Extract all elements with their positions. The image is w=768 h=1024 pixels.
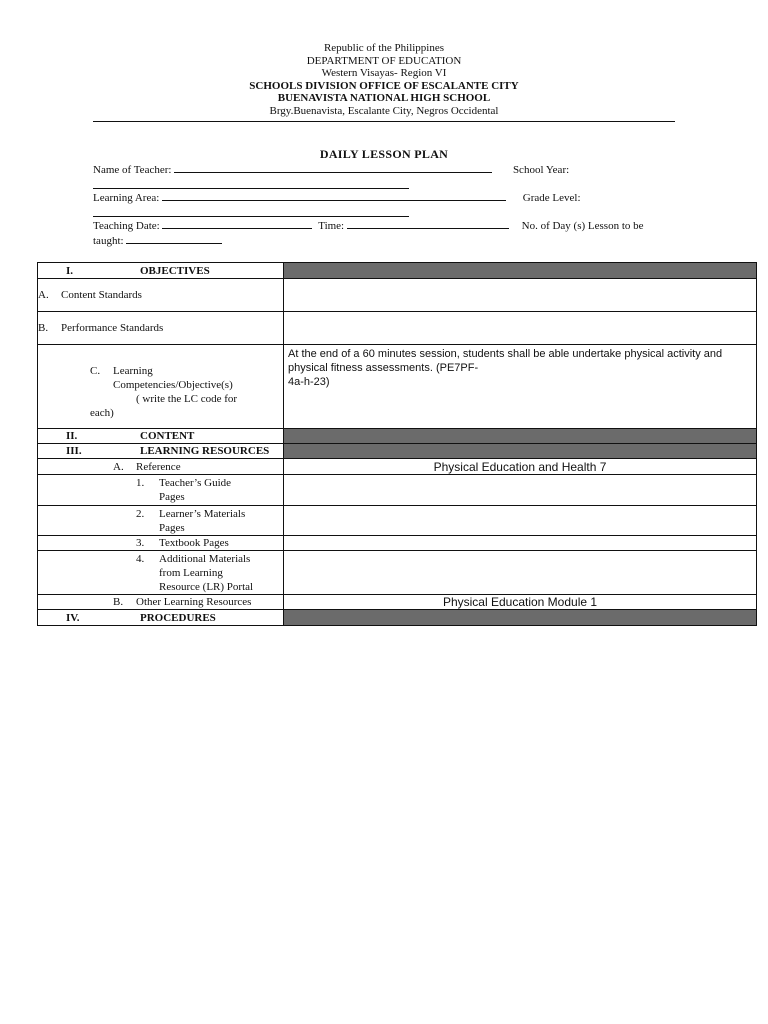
header-region: Western Visayas- Region VI [321, 67, 447, 79]
objectives-shaded-cell [284, 263, 757, 279]
teaching-date-label: Teaching Date: [93, 220, 160, 232]
item-label: Reference [136, 460, 181, 473]
learning-resources-label-cell [38, 444, 284, 459]
other-resources-row [38, 595, 757, 610]
item-label-line: from Learning [159, 566, 223, 579]
item-number: 1. [136, 477, 145, 489]
item-label-line: each) [90, 406, 114, 419]
section-title: PROCEDURES [140, 611, 216, 624]
learners-materials-label-cell [38, 506, 284, 536]
other-resources-value-cell[interactable]: Physical Education Module 1 [284, 595, 757, 610]
learners-materials-row [38, 506, 757, 536]
learning-resources-shaded-cell [284, 444, 757, 459]
section-title: OBJECTIVES [140, 264, 210, 277]
taught-label: taught: [93, 235, 124, 247]
item-label-line: Learning [113, 364, 153, 377]
lesson-plan-table [37, 262, 757, 626]
header-address: Brgy.Buenavista, Escalante City, Negros Occidental [269, 104, 499, 117]
header-republic: Republic of the Philippines [323, 42, 445, 54]
header-department: DEPARTMENT OF EDUCATION [306, 54, 462, 67]
objective-text-line: physical fitness assessments. (PE7PF- [288, 362, 479, 374]
other-resources-label-cell [38, 595, 284, 610]
header-divider [93, 121, 675, 122]
time-blank[interactable] [347, 218, 509, 229]
learning-area-row [93, 190, 581, 204]
learning-resources-row [38, 444, 757, 459]
learning-area-blank-2[interactable] [93, 206, 409, 217]
page-title: DAILY LESSON PLAN [319, 147, 449, 161]
taught-row [93, 233, 222, 247]
performance-standards-label-cell [38, 312, 284, 345]
section-number: II. [66, 430, 78, 442]
item-label: Other Learning Resources [136, 596, 252, 608]
days-label: No. of Day (s) Lesson to be [521, 220, 644, 232]
learning-competencies-value-cell[interactable] [284, 345, 757, 429]
teacher-blank-2[interactable] [93, 178, 409, 189]
teachers-guide-label-cell [38, 475, 284, 506]
section-title: CONTENT [140, 430, 195, 442]
reference-value-cell[interactable]: Physical Education and Health 7 [284, 459, 757, 475]
teacher-row [93, 162, 569, 176]
item-label: Performance Standards [61, 322, 164, 334]
objectives-row [38, 263, 757, 279]
textbook-value-cell[interactable] [284, 536, 757, 551]
teacher-blank[interactable] [174, 162, 492, 173]
textbook-label-cell [38, 536, 284, 551]
teacher-label: Name of Teacher: [93, 164, 172, 176]
learning-competencies-label-cell [38, 345, 284, 429]
section-number: III. [66, 445, 82, 457]
reference-label-cell [38, 459, 284, 475]
item-letter: C. [90, 364, 101, 377]
content-standards-row [38, 279, 757, 312]
additional-materials-label-cell [38, 551, 284, 595]
procedures-row [38, 610, 757, 626]
content-shaded-cell [284, 429, 757, 444]
item-number: 2. [136, 507, 145, 520]
item-label-line: Competencies/Objective(s) [113, 378, 233, 391]
item-label: Textbook Pages [159, 537, 229, 549]
learning-competencies-row [38, 345, 757, 429]
section-number: IV. [66, 611, 80, 624]
item-letter: A. [113, 460, 124, 473]
procedures-label-cell [38, 610, 284, 626]
performance-standards-value-cell[interactable] [284, 312, 757, 345]
section-title: LEARNING RESOURCES [140, 445, 270, 457]
reference-row [38, 459, 757, 475]
content-label-cell [38, 429, 284, 444]
school-year-label: School Year: [512, 164, 570, 176]
content-row [38, 429, 757, 444]
item-label-line: Teacher’s Guide [159, 477, 232, 489]
header-division: SCHOOLS DIVISION OFFICE OF ESCALANTE CITY [249, 79, 519, 92]
performance-standards-row [38, 312, 757, 345]
item-label-line: ( write the LC code for [136, 392, 238, 405]
teachers-guide-value-cell[interactable] [284, 475, 757, 506]
objective-text-line: 4a-h-23) [288, 376, 330, 388]
item-label-line: Learner’s Materials [159, 507, 246, 520]
objectives-label-cell [38, 263, 284, 279]
procedures-shaded-cell [284, 610, 757, 626]
header-school: BUENAVISTA NATIONAL HIGH SCHOOL [277, 92, 491, 104]
learning-area-label: Learning Area: [93, 192, 160, 204]
document-header [0, 42, 768, 117]
teaching-date-row [93, 218, 644, 232]
objective-text-line: At the end of a 60 minutes session, students shall be able undertake physical activity and [288, 348, 723, 360]
item-number: 3. [136, 537, 145, 549]
item-label-line: Pages [159, 491, 185, 503]
teaching-date-blank[interactable] [162, 218, 312, 229]
item-label-line: Pages [159, 521, 185, 534]
time-label: Time: [318, 220, 345, 232]
teachers-guide-row [38, 475, 757, 506]
item-label-line: Additional Materials [159, 552, 251, 565]
content-standards-label-cell [38, 279, 284, 312]
content-standards-value-cell[interactable] [284, 279, 757, 312]
grade-level-label: Grade Level: [522, 192, 581, 204]
item-letter: B. [113, 596, 124, 608]
textbook-row [38, 536, 757, 551]
item-letter: A. [38, 289, 49, 301]
taught-blank[interactable] [126, 233, 222, 244]
item-letter: B. [38, 322, 49, 334]
learning-area-blank[interactable] [162, 190, 506, 201]
item-number: 4. [136, 552, 145, 565]
additional-materials-value-cell[interactable] [284, 551, 757, 595]
additional-materials-row [38, 551, 757, 595]
section-number: I. [66, 264, 74, 277]
item-label: Content Standards [61, 289, 142, 301]
learners-materials-value-cell[interactable] [284, 506, 757, 536]
item-label-line: Resource (LR) Portal [159, 580, 254, 593]
